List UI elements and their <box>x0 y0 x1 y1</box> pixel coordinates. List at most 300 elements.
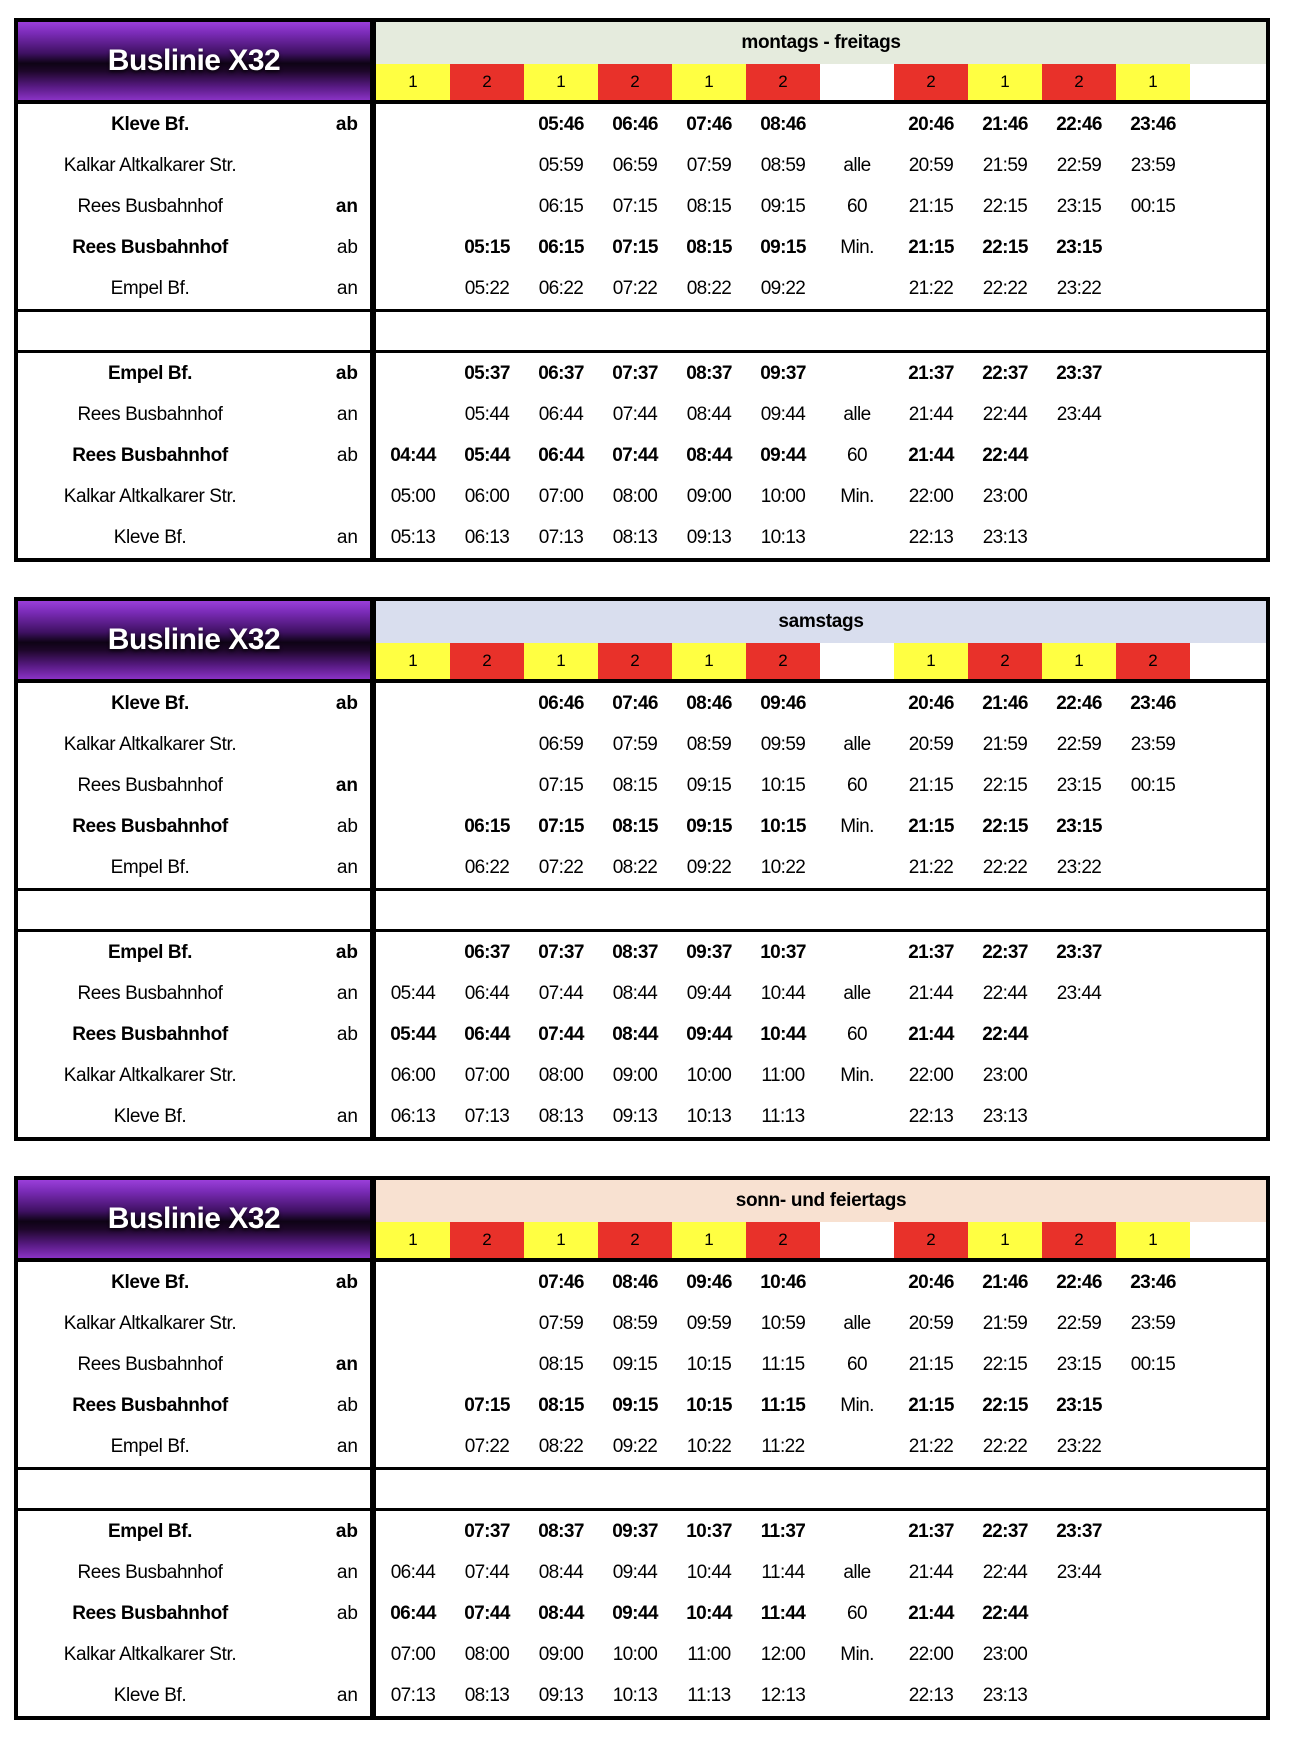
header-right <box>376 1180 1266 1258</box>
departure-time: 10:13 <box>686 1105 732 1127</box>
departure-time: 08:15 <box>612 815 658 837</box>
station-row <box>18 1014 1266 1055</box>
station-cell <box>18 268 376 309</box>
frequency-note: 60 <box>847 444 867 466</box>
departure-time: 20:59 <box>908 154 954 176</box>
departure-time: 23:15 <box>1056 236 1102 258</box>
station-name: Empel Bf. <box>110 856 190 878</box>
departure-time: 09:22 <box>612 1435 658 1457</box>
departure-time: 00:15 <box>1130 774 1176 796</box>
departure-time <box>1116 1014 1190 1055</box>
departure-time: 23:13 <box>982 1105 1028 1127</box>
station-name: Kleve Bf. <box>113 1684 187 1706</box>
departure-time: 07:59 <box>686 154 732 176</box>
departure-time: 06:44 <box>538 444 584 466</box>
departure-time: 09:37 <box>686 941 732 963</box>
departure-time: 06:15 <box>538 236 584 258</box>
departure-time: 20:46 <box>908 692 954 714</box>
departure-time: 07:00 <box>390 1643 436 1665</box>
station-row <box>18 932 1266 973</box>
departure-time: 06:15 <box>464 815 510 837</box>
departure-time: 07:44 <box>612 444 658 466</box>
times-row <box>376 145 1266 186</box>
arrival-departure-marker: an <box>336 1435 358 1457</box>
departure-time: 05:44 <box>464 403 510 425</box>
station-row <box>18 353 1266 394</box>
station-cell <box>18 1593 376 1634</box>
station-row <box>18 1344 1266 1385</box>
departure-time: 23:13 <box>982 526 1028 548</box>
departure-time <box>1116 973 1190 1014</box>
station-row <box>18 973 1266 1014</box>
timetable-samstags <box>14 597 1270 1141</box>
departure-time <box>376 145 450 186</box>
departure-time: 06:37 <box>464 941 510 963</box>
departure-time: 08:59 <box>760 154 806 176</box>
departure-time <box>376 806 450 847</box>
departure-time: 23:22 <box>1056 1435 1102 1457</box>
departure-time: 06:13 <box>464 526 510 548</box>
separator-left <box>18 891 376 929</box>
departure-time: 22:37 <box>982 1520 1028 1542</box>
departure-time: 05:22 <box>464 277 510 299</box>
departure-time <box>1042 476 1116 517</box>
departure-time: 07:44 <box>538 982 584 1004</box>
frequency-note: alle <box>843 733 871 755</box>
departure-time <box>1116 1675 1190 1716</box>
separator-right <box>376 891 1266 929</box>
station-name: Kleve Bf. <box>111 692 189 714</box>
departure-time: 21:44 <box>908 403 954 425</box>
departure-time: 20:46 <box>908 113 954 135</box>
departure-time: 08:15 <box>538 1353 584 1375</box>
station-cell <box>18 517 376 558</box>
times-row <box>376 268 1266 309</box>
departure-time: 10:15 <box>686 1394 732 1416</box>
departure-time <box>1042 1055 1116 1096</box>
departure-time: 11:37 <box>760 1520 806 1542</box>
departure-time: 08:44 <box>686 403 732 425</box>
departure-time: 10:46 <box>760 1271 806 1293</box>
departure-time: 08:59 <box>612 1312 658 1334</box>
departure-time: 00:15 <box>1130 1353 1176 1375</box>
tour-number-cell: 1 <box>524 1222 598 1258</box>
departure-time <box>376 1344 450 1385</box>
departure-time: 08:46 <box>612 1271 658 1293</box>
departure-time: 11:44 <box>760 1602 806 1624</box>
frequency-note <box>820 847 894 888</box>
tour-number-cell: 2 <box>746 1222 820 1258</box>
departure-time <box>1042 1593 1116 1634</box>
departure-time: 10:15 <box>760 774 806 796</box>
departure-time: 11:00 <box>687 1643 731 1665</box>
departure-time <box>1042 1634 1116 1675</box>
departure-time: 22:00 <box>908 1643 954 1665</box>
frequency-note <box>820 1262 894 1303</box>
departure-time: 22:15 <box>982 1353 1028 1375</box>
station-row <box>18 186 1266 227</box>
station-row <box>18 1303 1266 1344</box>
departure-time <box>376 932 450 973</box>
departure-time: 05:59 <box>538 154 584 176</box>
frequency-note <box>820 517 894 558</box>
departure-time: 21:15 <box>908 1394 954 1416</box>
departure-time: 23:15 <box>1056 815 1102 837</box>
departure-time: 10:00 <box>612 1643 658 1665</box>
departure-time: 11:13 <box>687 1684 731 1706</box>
frequency-note: Min. <box>840 1394 874 1416</box>
tour-number-cell: 1 <box>1116 1222 1190 1258</box>
departure-time: 12:13 <box>760 1684 806 1706</box>
day-type-band <box>376 1180 1266 1222</box>
departure-time: 22:37 <box>982 362 1028 384</box>
departure-time: 09:13 <box>612 1105 658 1127</box>
bus-line-logo: Buslinie X32 <box>18 1180 376 1258</box>
departure-time <box>1116 353 1190 394</box>
station-row <box>18 1426 1266 1467</box>
departure-time <box>376 104 450 145</box>
station-row <box>18 1552 1266 1593</box>
departure-time: 21:37 <box>908 941 954 963</box>
separator-right <box>376 1470 1266 1508</box>
station-cell <box>18 1634 376 1675</box>
times-row <box>376 1096 1266 1137</box>
station-name: Rees Busbahnhof <box>77 774 223 796</box>
arrival-departure-marker: an <box>336 982 358 1004</box>
departure-time: 22:44 <box>982 403 1028 425</box>
timetable-header <box>18 22 1266 104</box>
arrival-departure-marker: an <box>335 195 358 217</box>
departure-time <box>1116 1385 1190 1426</box>
departure-time <box>1116 394 1190 435</box>
times-row <box>376 435 1266 476</box>
times-row <box>376 1634 1266 1675</box>
departure-time: 09:00 <box>686 485 732 507</box>
departure-time <box>376 1303 450 1344</box>
station-name: Rees Busbahnhof <box>77 403 223 425</box>
departure-time: 22:46 <box>1056 113 1102 135</box>
departure-time: 08:22 <box>538 1435 584 1457</box>
arrival-departure-marker: ab <box>336 236 358 258</box>
departure-time: 05:44 <box>390 1023 436 1045</box>
departure-time: 21:15 <box>908 815 954 837</box>
departure-time: 21:59 <box>982 733 1028 755</box>
departure-time: 20:59 <box>908 1312 954 1334</box>
departure-time <box>1116 1426 1190 1467</box>
separator-left <box>18 1470 376 1508</box>
times-row <box>376 1426 1266 1467</box>
departure-time: 20:59 <box>908 733 954 755</box>
departure-time: 23:22 <box>1056 856 1102 878</box>
arrival-departure-marker: ab <box>336 815 358 837</box>
departure-time: 23:15 <box>1056 1394 1102 1416</box>
departure-time: 09:22 <box>760 277 806 299</box>
frequency-note: alle <box>843 1312 871 1334</box>
departure-time: 07:13 <box>538 526 584 548</box>
departure-time: 23:59 <box>1130 154 1176 176</box>
times-row <box>376 765 1266 806</box>
tour-number-cell: 2 <box>1042 1222 1116 1258</box>
station-cell <box>18 973 376 1014</box>
tour-number-cell: 1 <box>968 1222 1042 1258</box>
departure-time: 22:46 <box>1056 692 1102 714</box>
station-row <box>18 1511 1266 1552</box>
arrival-departure-marker: an <box>335 774 358 796</box>
departure-time: 06:44 <box>390 1602 436 1624</box>
departure-time: 21:22 <box>908 277 954 299</box>
times-row <box>376 1344 1266 1385</box>
departure-time: 10:15 <box>760 815 806 837</box>
departure-time: 07:37 <box>464 1520 510 1542</box>
departure-time: 07:22 <box>464 1435 510 1457</box>
departure-time: 10:13 <box>760 526 806 548</box>
times-row <box>376 724 1266 765</box>
times-row <box>376 1511 1266 1552</box>
timetable-header <box>18 1180 1266 1262</box>
departure-time <box>450 1303 524 1344</box>
times-row <box>376 104 1266 145</box>
departure-time: 08:13 <box>538 1105 584 1127</box>
header-right <box>376 22 1266 100</box>
frequency-note: 60 <box>847 774 867 796</box>
station-name: Empel Bf. <box>107 1520 193 1542</box>
arrival-departure-marker: ab <box>335 941 358 963</box>
departure-time: 21:46 <box>982 113 1028 135</box>
departure-time: 23:59 <box>1130 1312 1176 1334</box>
arrival-departure-marker: ab <box>335 692 358 714</box>
departure-time <box>450 1262 524 1303</box>
departure-time: 23:44 <box>1056 982 1102 1004</box>
departure-time: 10:37 <box>760 941 806 963</box>
arrival-departure-marker: an <box>336 1105 358 1127</box>
departure-time: 05:00 <box>390 485 436 507</box>
station-cell <box>18 476 376 517</box>
departure-time <box>376 268 450 309</box>
departure-time: 21:46 <box>982 692 1028 714</box>
frequency-note: 60 <box>847 1602 867 1624</box>
departure-time <box>1116 1055 1190 1096</box>
day-type-band <box>376 22 1266 64</box>
departure-time: 07:00 <box>464 1064 510 1086</box>
station-cell <box>18 1303 376 1344</box>
station-row <box>18 476 1266 517</box>
departure-time: 09:15 <box>686 815 732 837</box>
departure-time: 23:37 <box>1056 941 1102 963</box>
station-name: Kalkar Altkalkarer Str. <box>63 733 237 755</box>
departure-time: 07:46 <box>612 692 658 714</box>
station-name: Kalkar Altkalkarer Str. <box>63 1064 237 1086</box>
station-row <box>18 268 1266 309</box>
departure-time <box>1042 1014 1116 1055</box>
times-row <box>376 1303 1266 1344</box>
departure-time: 06:22 <box>464 856 510 878</box>
departure-time: 10:37 <box>686 1520 732 1542</box>
station-name: Rees Busbahnhof <box>72 815 228 837</box>
tour-number-row <box>376 64 1266 100</box>
departure-time: 23:15 <box>1056 1353 1102 1375</box>
departure-time <box>376 394 450 435</box>
departure-time: 10:44 <box>686 1561 732 1583</box>
departure-time: 23:46 <box>1130 1271 1176 1293</box>
frequency-note: alle <box>843 982 871 1004</box>
departure-time: 22:15 <box>982 815 1028 837</box>
departure-time: 08:15 <box>686 195 732 217</box>
departure-time: 07:44 <box>538 1023 584 1045</box>
station-name: Kalkar Altkalkarer Str. <box>63 485 237 507</box>
frequency-note <box>820 932 894 973</box>
departure-time: 22:44 <box>982 1023 1028 1045</box>
tour-number-gap <box>820 1222 894 1258</box>
station-cell <box>18 353 376 394</box>
departure-time: 08:00 <box>538 1064 584 1086</box>
station-cell <box>18 1385 376 1426</box>
departure-time <box>376 1511 450 1552</box>
departure-time <box>1116 932 1190 973</box>
departure-time: 08:15 <box>538 1394 584 1416</box>
departure-time: 07:13 <box>464 1105 510 1127</box>
station-cell <box>18 1055 376 1096</box>
departure-time: 23:44 <box>1056 403 1102 425</box>
departure-time: 10:00 <box>760 485 806 507</box>
departure-time: 06:37 <box>538 362 584 384</box>
departure-time: 09:59 <box>686 1312 732 1334</box>
tour-number-cell: 2 <box>894 1222 968 1258</box>
departure-time: 07:37 <box>538 941 584 963</box>
departure-time: 07:15 <box>612 236 658 258</box>
departure-time: 10:44 <box>760 1023 806 1045</box>
departure-time: 06:59 <box>538 733 584 755</box>
station-cell <box>18 765 376 806</box>
departure-time: 06:44 <box>464 982 510 1004</box>
times-row <box>376 186 1266 227</box>
timetable-list <box>14 18 1290 1720</box>
departure-time: 09:22 <box>686 856 732 878</box>
station-name: Kalkar Altkalkarer Str. <box>63 1312 237 1334</box>
departure-time: 08:44 <box>612 1023 658 1045</box>
tour-number-cell: 2 <box>450 1222 524 1258</box>
departure-time <box>450 104 524 145</box>
frequency-note: Min. <box>840 236 874 258</box>
departure-time: 07:44 <box>464 1602 510 1624</box>
station-row <box>18 683 1266 724</box>
departure-time: 06:46 <box>538 692 584 714</box>
departure-time <box>1116 1511 1190 1552</box>
station-name: Rees Busbahnhof <box>72 1394 228 1416</box>
direction-separator <box>18 888 1266 932</box>
tour-number-cell: 2 <box>1116 643 1190 679</box>
departure-time: 21:15 <box>908 195 954 217</box>
departure-time <box>1116 1552 1190 1593</box>
departure-time: 08:44 <box>538 1561 584 1583</box>
station-cell <box>18 394 376 435</box>
departure-time: 21:37 <box>908 362 954 384</box>
departure-time: 07:22 <box>538 856 584 878</box>
departure-time: 08:00 <box>464 1643 510 1665</box>
departure-time: 10:00 <box>686 1064 732 1086</box>
departure-time <box>450 145 524 186</box>
departure-time: 07:15 <box>538 774 584 796</box>
station-cell <box>18 683 376 724</box>
times-row <box>376 1014 1266 1055</box>
departure-time: 09:44 <box>686 1023 732 1045</box>
tour-number-cell: 2 <box>968 643 1042 679</box>
departure-time <box>1116 847 1190 888</box>
frequency-note: 60 <box>847 1353 867 1375</box>
departure-time: 21:15 <box>908 236 954 258</box>
tour-number-cell: 1 <box>672 643 746 679</box>
station-name: Rees Busbahnhof <box>72 236 228 258</box>
departure-time: 09:37 <box>612 1520 658 1542</box>
station-cell <box>18 1014 376 1055</box>
departure-time: 09:44 <box>612 1561 658 1583</box>
departure-time: 07:37 <box>612 362 658 384</box>
times-row <box>376 806 1266 847</box>
departure-time: 05:13 <box>390 526 436 548</box>
departure-time: 23:22 <box>1056 277 1102 299</box>
bus-line-logo: Buslinie X32 <box>18 22 376 100</box>
departure-time: 09:15 <box>760 195 806 217</box>
departure-time: 22:44 <box>982 444 1028 466</box>
station-cell <box>18 1096 376 1137</box>
departure-time: 22:59 <box>1056 733 1102 755</box>
timetable-body <box>18 683 1266 1137</box>
departure-time: 23:15 <box>1056 774 1102 796</box>
tour-number-gap <box>820 64 894 100</box>
station-cell <box>18 186 376 227</box>
station-name: Kleve Bf. <box>111 1271 189 1293</box>
departure-time: 09:46 <box>686 1271 732 1293</box>
departure-time: 06:00 <box>390 1064 436 1086</box>
frequency-note <box>820 268 894 309</box>
departure-time <box>376 1262 450 1303</box>
departure-time: 21:22 <box>908 1435 954 1457</box>
departure-time: 22:15 <box>982 1394 1028 1416</box>
departure-time <box>376 1426 450 1467</box>
departure-time: 08:59 <box>686 733 732 755</box>
times-row <box>376 1552 1266 1593</box>
tour-number-cell: 2 <box>1042 64 1116 100</box>
departure-time: 09:13 <box>686 526 732 548</box>
departure-time: 08:15 <box>686 236 732 258</box>
station-cell <box>18 724 376 765</box>
departure-time: 22:46 <box>1056 1271 1102 1293</box>
day-type-label: sonn- und feiertags <box>735 1190 907 1211</box>
tour-number-cell: 1 <box>672 64 746 100</box>
frequency-note: alle <box>843 1561 871 1583</box>
departure-time <box>450 765 524 806</box>
departure-time: 10:13 <box>612 1684 658 1706</box>
station-row <box>18 765 1266 806</box>
departure-time: 08:37 <box>686 362 732 384</box>
departure-time <box>376 765 450 806</box>
arrival-departure-marker: an <box>336 403 358 425</box>
departure-time: 09:15 <box>612 1353 658 1375</box>
departure-time: 21:44 <box>908 1023 954 1045</box>
departure-time: 21:37 <box>908 1520 954 1542</box>
station-cell <box>18 1262 376 1303</box>
departure-time: 20:46 <box>908 1271 954 1293</box>
tour-number-cell: 1 <box>1042 643 1116 679</box>
arrival-departure-marker: an <box>336 526 358 548</box>
departure-time: 07:22 <box>612 277 658 299</box>
departure-time: 21:44 <box>908 1561 954 1583</box>
station-row <box>18 1385 1266 1426</box>
departure-time <box>376 683 450 724</box>
tour-number-cell: 1 <box>894 643 968 679</box>
departure-time <box>1116 806 1190 847</box>
departure-time: 22:22 <box>982 856 1028 878</box>
day-type-label: samstags <box>778 611 864 632</box>
